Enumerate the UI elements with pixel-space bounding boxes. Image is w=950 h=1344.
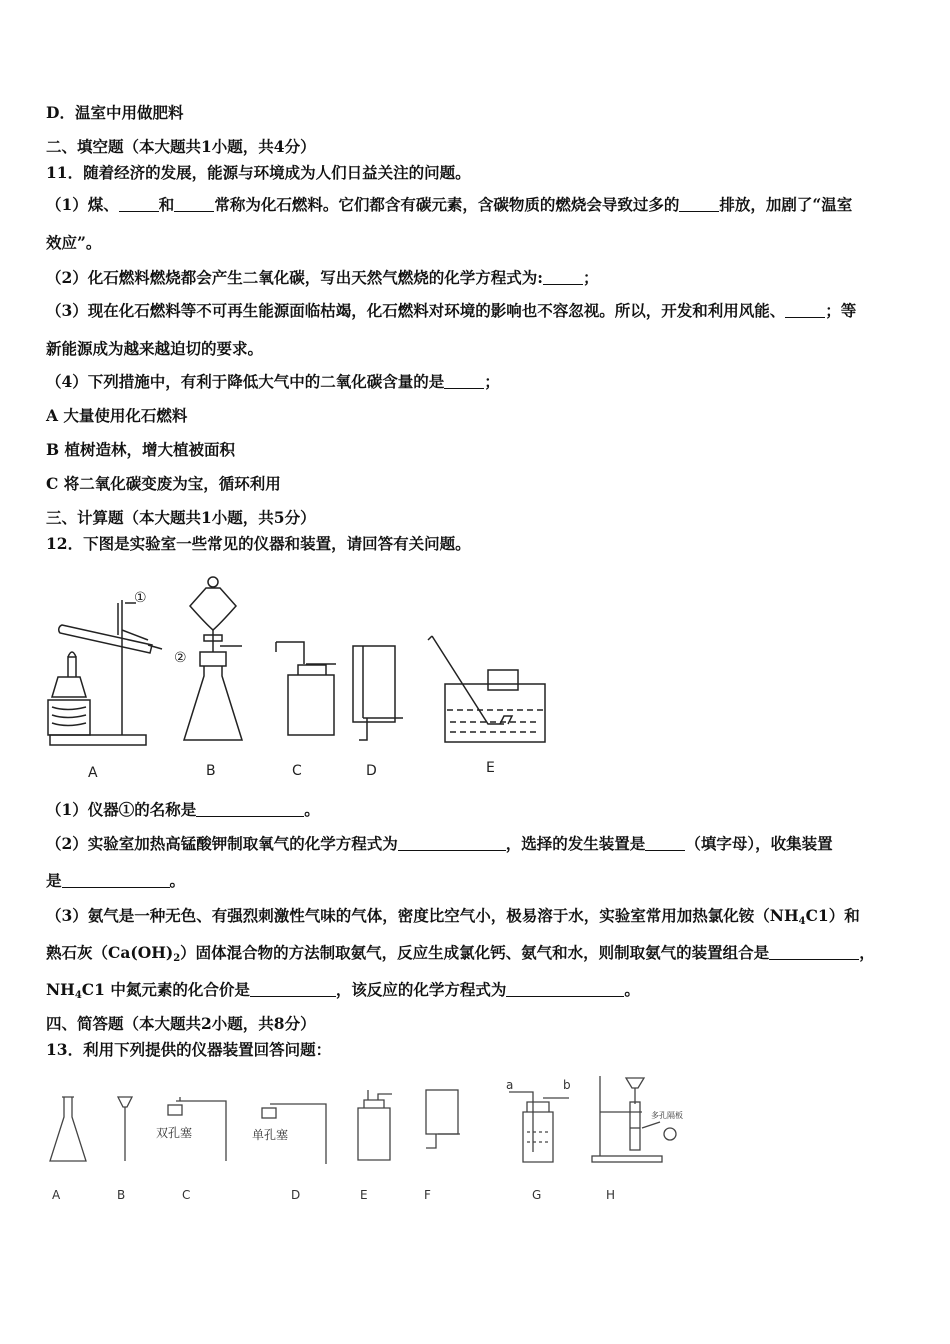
q11-stem: 11．随着经济的发展，能源与环境成为人们日益关注的问题。 bbox=[46, 163, 471, 182]
section4-heading: 四、简答题（本大题共2小题，共8分） bbox=[46, 1014, 316, 1033]
q13-apparatus-c bbox=[160, 1095, 235, 1165]
fig13-label-g: G bbox=[532, 1188, 542, 1202]
q11-part3: （3）现在化石燃料等不可再生能源面临枯竭，化石燃料对环境的影响也不容忽视。所以，开发和利用风能、 ；等 bbox=[46, 301, 857, 320]
blank[interactable] bbox=[769, 945, 859, 960]
section2-heading: 二、填空题（本大题共1小题，共4分） bbox=[46, 137, 316, 156]
apparatus-e-drawing bbox=[418, 632, 553, 747]
stopper-d-label: 单孔塞 bbox=[252, 1128, 289, 1142]
q13-apparatus-f bbox=[420, 1088, 465, 1153]
q12-part3: （3）氨气是一种无色、有强烈刺激性气味的气体，密度比空气小，极易溶于水，实验室常用加热氯化铵$(NH_4C1)$和 bbox=[46, 906, 860, 927]
stopper-c-label: 双孔塞 bbox=[156, 1126, 193, 1140]
plate-label: 多孔隔板 bbox=[651, 1111, 683, 1120]
q13-apparatus-d bbox=[258, 1098, 333, 1168]
fig12-label-a: A bbox=[88, 765, 98, 781]
blank[interactable] bbox=[62, 873, 170, 888]
fig12-label-d: D bbox=[366, 763, 377, 779]
blank[interactable] bbox=[174, 197, 214, 212]
blank[interactable] bbox=[196, 802, 304, 817]
q12-stem: 12．下图是实验室一些常见的仪器和装置，请回答有关问题。 bbox=[46, 534, 471, 553]
fig13-label-b: B bbox=[117, 1188, 126, 1202]
blank[interactable] bbox=[250, 982, 336, 997]
apparatus-b-drawing bbox=[180, 572, 250, 752]
q13-apparatus-b bbox=[115, 1095, 135, 1165]
apparatus-d-drawing bbox=[345, 638, 410, 748]
fig13-label-d: D bbox=[291, 1188, 301, 1202]
q12-part3-cont2: $NH_4C1$ 中氮元素的化合价是 ，该反应的化学方程式为 。 bbox=[46, 980, 640, 1001]
fig13-label-e: E bbox=[360, 1188, 368, 1202]
marker-2: ② bbox=[174, 650, 187, 666]
q12-part2: （2）实验室加热高锰酸钾制取氧气的化学方程式为 ，选择的发生装置是 （填字母），收集装置 bbox=[46, 834, 833, 853]
q12-part3-cont1: 熟石灰$(Ca(OH)_2)$固体混合物的方法制取氨气，反应生成氯化钙、氨气和水，则制取氨气的装置组合是 ， bbox=[46, 943, 875, 964]
fig12-label-c: C bbox=[292, 763, 302, 779]
blank[interactable] bbox=[679, 197, 719, 212]
marker-1: ① bbox=[134, 590, 147, 606]
q13-apparatus-a bbox=[48, 1095, 88, 1165]
apparatus-a-drawing bbox=[40, 585, 170, 755]
blank[interactable] bbox=[543, 270, 583, 285]
blank[interactable] bbox=[785, 303, 825, 318]
fig12-label-b: B bbox=[206, 763, 216, 779]
q12-part2-cont: 是 。 bbox=[46, 871, 186, 890]
fig13-label-a: A bbox=[52, 1188, 61, 1202]
q11-part3-cont: 新能源成为越来越迫切的要求。 bbox=[46, 339, 264, 358]
q11-part2: （2）化石燃料燃烧都会产生二氧化碳，写出天然气燃烧的化学方程式为: ； bbox=[46, 268, 599, 287]
blank[interactable] bbox=[645, 836, 685, 851]
q13-apparatus-e bbox=[352, 1088, 397, 1163]
blank[interactable] bbox=[119, 197, 159, 212]
q10-option-d: D．温室中用做肥料 bbox=[46, 103, 184, 122]
fig12-label-e: E bbox=[486, 760, 495, 776]
q12-part1: （1）仪器①的名称是 。 bbox=[46, 800, 320, 819]
q11-part1: （1）煤、 和 常称为化石燃料。它们都含有碳元素，含碳物质的燃烧会导致过多的 排放，加剧了“温室 bbox=[46, 195, 853, 214]
q11-option-b: B 植树造林，增大植被面积 bbox=[46, 440, 235, 459]
port-a-label: a bbox=[506, 1078, 514, 1092]
fig13-label-h: H bbox=[606, 1188, 616, 1202]
q11-option-c: C 将二氧化碳变废为宝，循环利用 bbox=[46, 474, 281, 493]
q13-apparatus-h bbox=[590, 1072, 695, 1167]
q11-option-a: A 大量使用化石燃料 bbox=[46, 406, 188, 425]
section3-heading: 三、计算题（本大题共1小题，共5分） bbox=[46, 508, 316, 527]
fig13-label-f: F bbox=[424, 1188, 431, 1202]
q11-part4: （4）下列措施中，有利于降低大气中的二氧化碳含量的是 ； bbox=[46, 372, 500, 391]
blank[interactable] bbox=[444, 374, 484, 389]
apparatus-c-drawing bbox=[270, 640, 340, 745]
port-b-label: b bbox=[563, 1078, 571, 1092]
fig13-label-c: C bbox=[182, 1188, 191, 1202]
blank[interactable] bbox=[506, 982, 624, 997]
q13-apparatus-g bbox=[505, 1082, 575, 1167]
q11-part1-cont: 效应”。 bbox=[46, 233, 102, 252]
blank[interactable] bbox=[398, 836, 506, 851]
q13-stem: 13．利用下列提供的仪器装置回答问题： bbox=[46, 1040, 332, 1059]
